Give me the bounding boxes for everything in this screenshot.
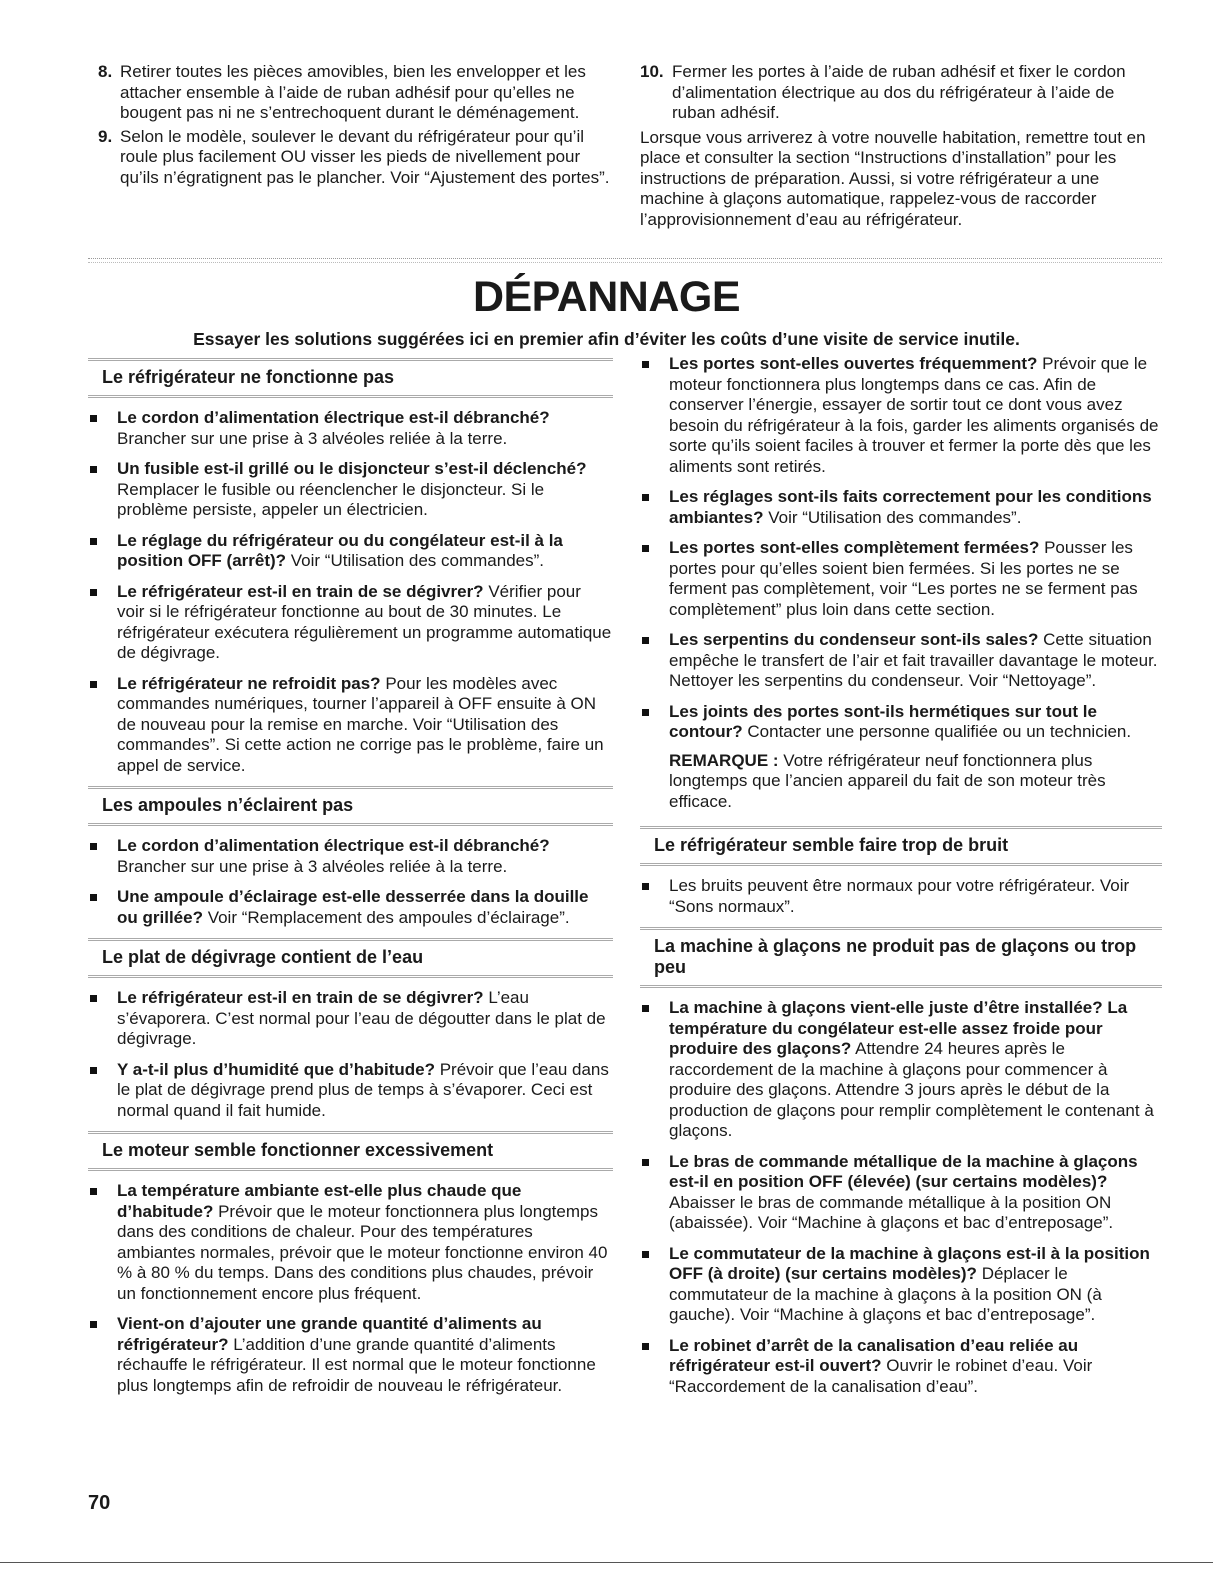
top-left-list: [88, 62, 613, 191]
list-item: Le réfrigérateur est-il en train de se dégivrer? Vérifier pour voir si le réfrigérateur fonctionne au bout de 30 minutes. Le réfrigérateur exécutera régulièrement un programme automatique de dégivrage.: [88, 582, 613, 664]
section-divider: [88, 258, 1162, 263]
bullet-icon: [642, 1343, 649, 1350]
list-item: Les joints des portes sont-ils hermétiques sur tout le contour? Contacter une personne qualifiée ou un technicien.: [640, 702, 1162, 743]
troubleshoot-section: [88, 358, 613, 776]
bullet-icon: [642, 545, 649, 552]
list-item: La machine à glaçons vient-elle juste d’être installée? La température du congélateur est-elle assez froide pour produire des glaçons? Attendre 24 heures après le raccordement de la machine à glaçons pour commencer à produire des glaçons. Attendre 3 jours après le début de la production de glaçons pour remplir complètement le contenant à glaçons.: [640, 998, 1162, 1142]
bullet-icon: [642, 709, 649, 716]
list-item: Le commutateur de la machine à glaçons est-il à la position OFF (à droite) (sur certains modèles)? Déplacer le commutateur de la machine à glaçons à la position ON (à gauche). Voir “Machine à glaçons et bac d’entreposage”.: [640, 1244, 1162, 1326]
troubleshoot-section: [88, 1131, 613, 1396]
list-item: Le cordon d’alimentation électrique est-il débranché? Brancher sur une prise à 3 alvéoles reliée à la terre.: [88, 408, 613, 449]
bullet-icon: [642, 1005, 649, 1012]
list-item: Les portes sont-elles complètement fermées? Pousser les portes pour qu’elles soient bien fermées. Si les portes ne se ferment pas complètement, voir “Les portes ne se ferment pas complètement” plus loin dans cette section.: [640, 538, 1162, 620]
note-paragraph: REMARQUE : Votre réfrigérateur neuf fonctionnera plus longtemps que l’ancien appareil du fait de son moteur très efficace.: [669, 750, 1106, 811]
troubleshoot-section: [640, 927, 1162, 1397]
bullet-icon: [642, 1159, 649, 1166]
page-subtitle: Essayer les solutions suggérées ici en premier afin d’éviter les coûts d’une visite de service inutile.: [193, 329, 1020, 349]
bullet-icon: [90, 466, 97, 473]
list-item: La température ambiante est-elle plus chaude que d’habitude? Prévoir que le moteur fonctionnera plus longtemps dans des conditions de chaleur. Pour des températures ambiantes normales, prévoir que le moteur fonctionne environ 40 % à 80 % du temps. Dans des conditions plus chaudes, prévoir un fonctionnement encore plus fréquent.: [88, 1181, 613, 1304]
troubleshoot-section: [88, 938, 613, 1121]
bullet-icon: [90, 589, 97, 596]
page-title: DÉPANNAGE: [472, 273, 741, 321]
section-heading: Le plat de dégivrage contient de l’eau: [88, 938, 613, 978]
list-item: Les serpentins du condenseur sont-ils sales? Cette situation empêche le transfert de l’air et fait travailler davantage le moteur. Nettoyer les serpentins du condenseur. Voir “Nettoyage”.: [640, 630, 1162, 692]
bullet-icon: [642, 883, 649, 890]
item-text: Retirer toutes les pièces amovibles, bien les envelopper et les attacher ensemble à l’aide de ruban adhésif pour qu’elles ne bougent pas ni ne s’entrechoquent durant le déménagement.: [120, 62, 586, 122]
list-item: Une ampoule d’éclairage est-elle desserrée dans la douille ou grillée? Voir “Remplacement des ampoules d’éclairage”.: [88, 887, 613, 928]
list-item: Y a-t-il plus d’humidité que d’habitude? Prévoir que l’eau dans le plat de dégivrage prend plus de temps à s’évaporer. Ceci est normal quand il fait humide.: [88, 1060, 613, 1122]
list-item: Le bras de commande métallique de la machine à glaçons est-il en position OFF (élevée) (sur certains modèles)? Abaisser le bras de commande métallique à la position ON (abaissée). Voir “Machine à glaçons et bac d’entreposage”.: [640, 1152, 1162, 1234]
moving-paragraph: Lorsque vous arriverez à votre nouvelle habitation, remettre tout en place et consulter la section “Instructions d’installation” pour les instructions de préparation. Aussi, si votre réfrigérateur a une machine à glaçons automatique, rappelez-vous de raccorder l’approvisionnement d’eau au réfrigérateur.: [640, 127, 1146, 229]
bullet-icon: [90, 538, 97, 545]
bullet-icon: [642, 637, 649, 644]
list-item: [88, 62, 613, 124]
bullet-icon: [642, 361, 649, 368]
list-item: [640, 62, 1162, 124]
bullet-icon: [90, 415, 97, 422]
list-item: Les réglages sont-ils faits correctement pour les conditions ambiantes? Voir “Utilisation des commandes”.: [640, 487, 1162, 528]
bullet-icon: [90, 1067, 97, 1074]
list-item: Les portes sont-elles ouvertes fréquemment? Prévoir que le moteur fonctionnera plus longtemps dans ce cas. Afin de conserver l’énergie, essayer de sortir tout ce dont vous avez besoin du réfrigérateur à la fois, garder les aliments organisés de sorte qu’ils soient faciles à trouver et fermer la porte dès que les aliments sont retirés.: [640, 354, 1162, 477]
section-heading: Le moteur semble fonctionner excessivement: [88, 1131, 613, 1171]
bullet-icon: [90, 995, 97, 1002]
bullet-icon: [90, 681, 97, 688]
item-number: 9.: [98, 126, 113, 146]
item-text: Selon le modèle, soulever le devant du réfrigérateur pour qu’il roule plus facilement OU visser les pieds de nivellement pour qu’ils n’égratignent pas le plancher. Voir “Ajustement des portes”.: [120, 126, 610, 187]
list-item: [88, 127, 613, 189]
bullet-icon: [642, 494, 649, 501]
troubleshoot-section: [640, 826, 1162, 917]
list-item: Le réfrigérateur est-il en train de se dégivrer? L’eau s’évaporera. C’est normal pour l’eau de dégoutter dans le plat de dégivrage.: [88, 988, 613, 1050]
bottom-rule: [0, 1562, 1213, 1563]
section-heading: La machine à glaçons ne produit pas de glaçons ou trop peu: [640, 927, 1162, 988]
list-item: Un fusible est-il grillé ou le disjoncteur s’est-il déclenché? Remplacer le fusible ou réenclencher le disjoncteur. Si le problème persiste, appeler un électricien.: [88, 459, 613, 521]
item-text: Fermer les portes à l’aide de ruban adhésif et fixer le cordon d’alimentation électrique au dos du réfrigérateur à l’aide de ruban adhésif.: [672, 62, 1126, 122]
item-number: 10.: [640, 62, 664, 81]
list-item: Le cordon d’alimentation électrique est-il débranché? Brancher sur une prise à 3 alvéoles reliée à la terre.: [88, 836, 613, 877]
item-number: 8.: [98, 62, 113, 81]
top-right-list: [640, 62, 1162, 230]
troubleshoot-section: [88, 786, 613, 928]
list-item: Le réglage du réfrigérateur ou du congélateur est-il à la position OFF (arrêt)? Voir “Utilisation des commandes”.: [88, 531, 613, 572]
right-column: [640, 354, 1162, 1407]
list-item: Vient-on d’ajouter une grande quantité d’aliments au réfrigérateur? L’addition d’une grande quantité d’aliments réchauffe le réfrigérateur. Il est normal que le moteur fonctionne plus longtemps afin de refroidir de nouveau le réfrigérateur.: [88, 1314, 613, 1396]
bullet-icon: [90, 894, 97, 901]
list-item: Le réfrigérateur ne refroidit pas? Pour les modèles avec commandes numériques, tourner l’appareil à OFF ensuite à ON de nouveau pour la remise en marche. Voir “Utilisation des commandes”. Si cette action ne corrige pas le problème, faire un appel de service.: [88, 674, 613, 777]
section-heading: Le réfrigérateur ne fonctionne pas: [88, 358, 613, 398]
bullet-icon: [90, 1188, 97, 1195]
note-label: REMARQUE :: [669, 750, 779, 770]
section-heading: Les ampoules n’éclairent pas: [88, 786, 613, 826]
list-item: Les bruits peuvent être normaux pour votre réfrigérateur. Voir “Sons normaux”.: [640, 876, 1162, 917]
bullet-icon: [90, 843, 97, 850]
list-item: Le robinet d’arrêt de la canalisation d’eau reliée au réfrigérateur est-il ouvert? Ouvrir le robinet d’eau. Voir “Raccordement de la canalisation d’eau”.: [640, 1336, 1162, 1398]
page-number: 70: [88, 1492, 111, 1514]
bullet-icon: [90, 1321, 97, 1328]
section-heading: Le réfrigérateur semble faire trop de bruit: [640, 826, 1162, 866]
bullet-icon: [642, 1251, 649, 1258]
left-column: [88, 358, 613, 1406]
